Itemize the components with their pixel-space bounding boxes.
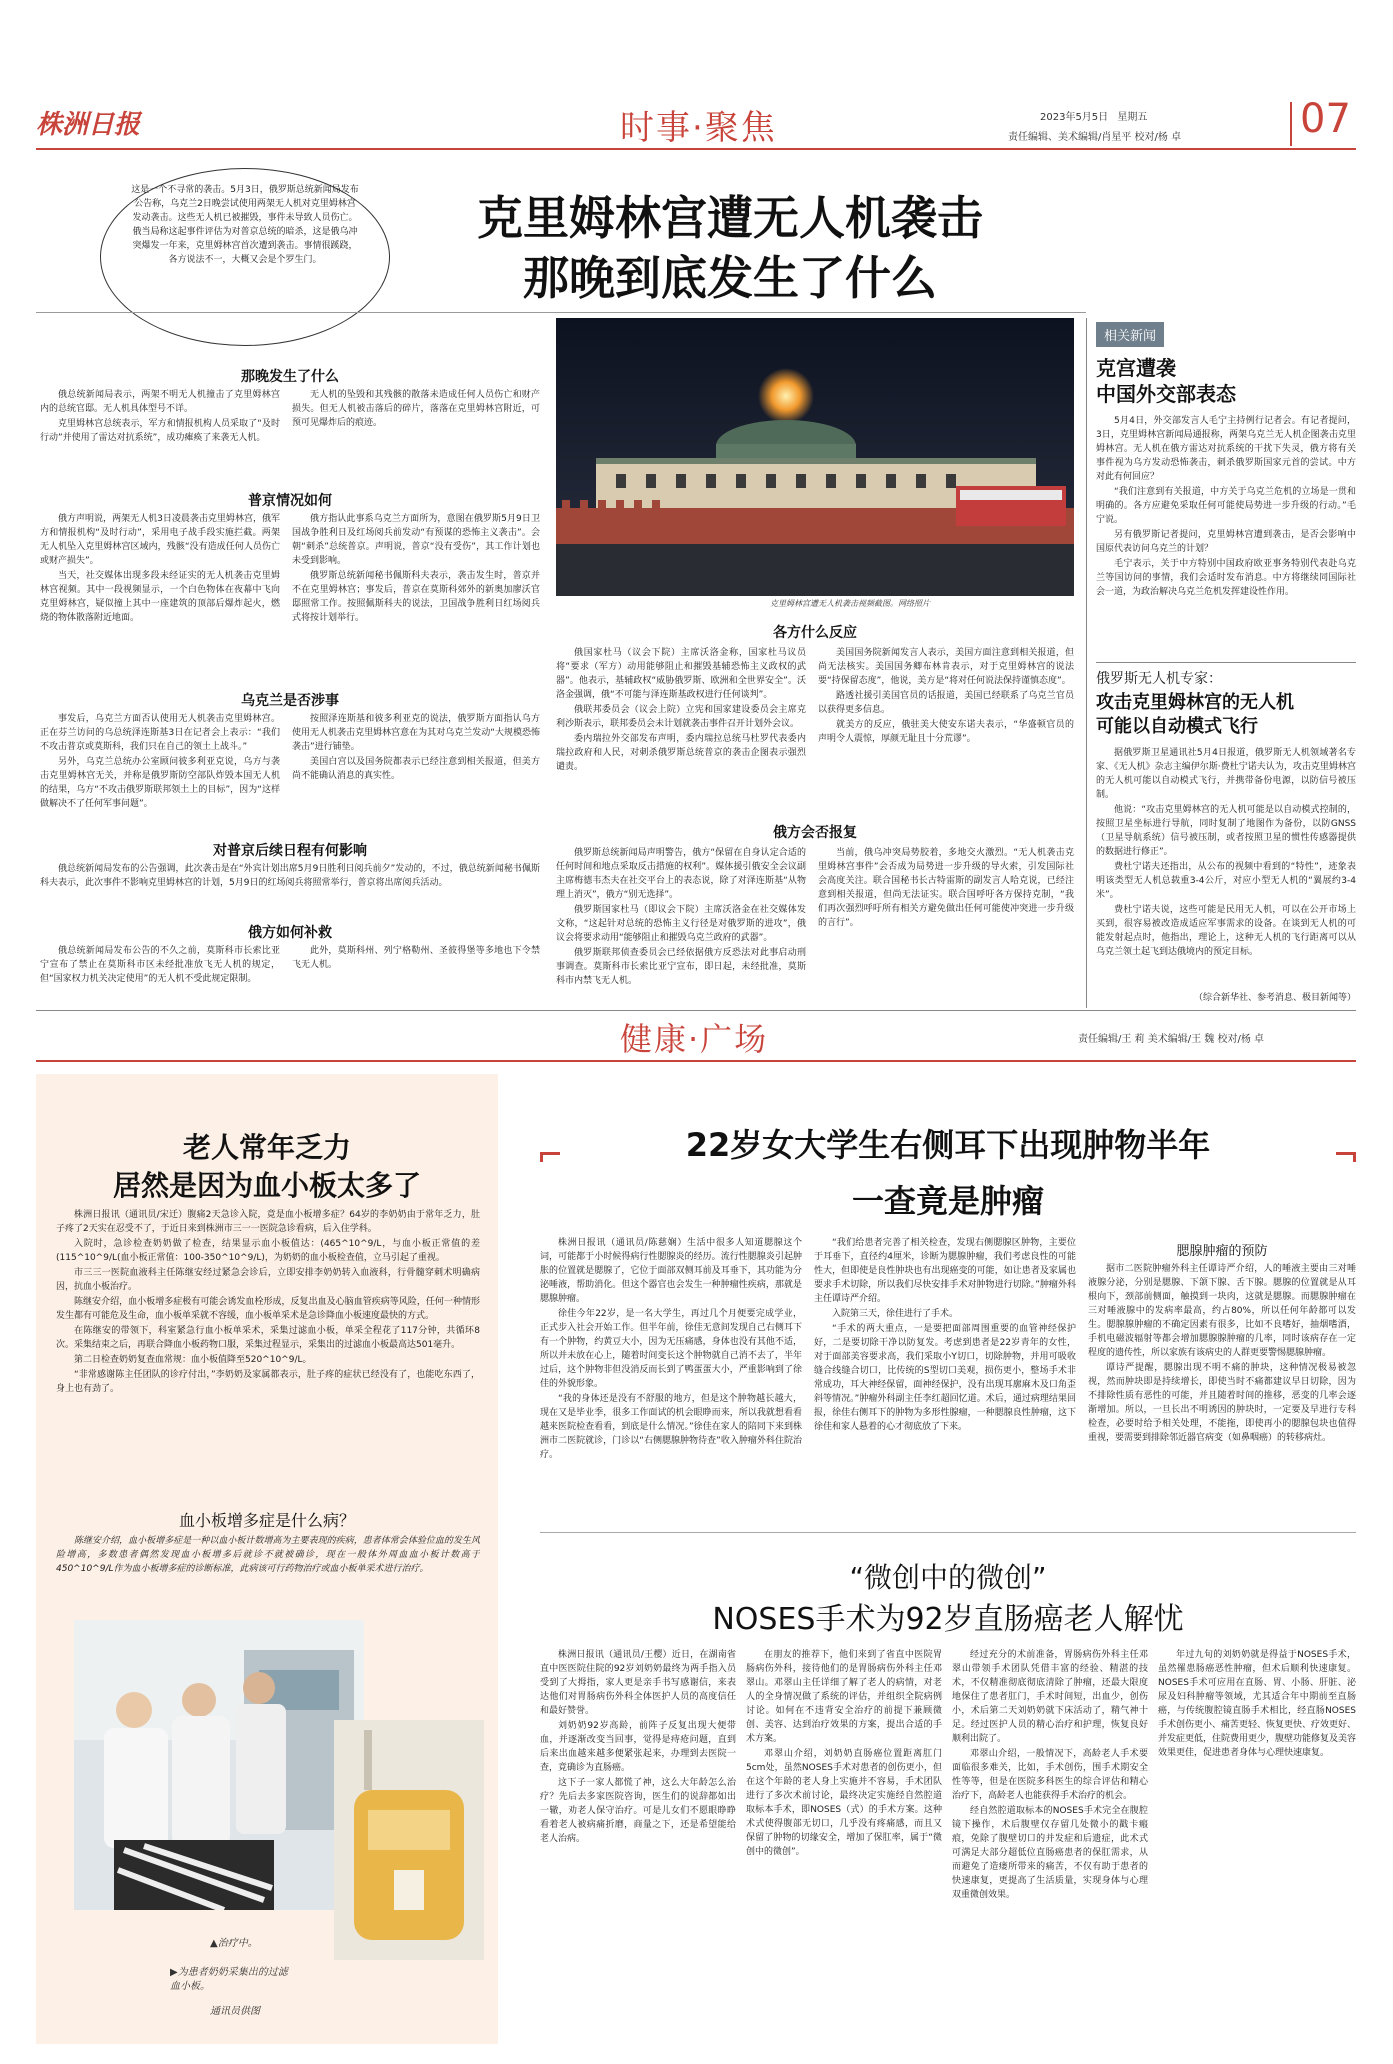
noses-col-2: 在朋友的推荐下，他们来到了省直中医院胃肠病伤外科，接待他们的是胃肠病伤外科主任邓翠山。邓翠山主任详细了解了老人的病情，对老人的全身情况做了系统的评估，并组织全院病例讨论。如何在不违背安全治疗的前提下兼顾微创、美容、达到治疗效果的方案，提出合适的手术方案。 邓翠山介绍，刘奶奶直肠癌位置距离肛门5cm处，虽然NOSES手术对患者的创伤更小，但在这个年龄的老人身上实施并不容易，手术团队进行了多次术前讨论，最终决定实施经自然腔道取标本手术，即NOSES（式）的手术方案。这种术式使得腹部无切口，几乎没有疼痛感，而且又保留了肿物的切缘安全，增加了保肛率，属于“微创中的微创”。 [746, 1650, 942, 1857]
main-bottom-rule [540, 1532, 1356, 1533]
health-header-rule [36, 1060, 1356, 1062]
news-col1-b: 俄方声明说，两架无人机3日凌晨袭击克里姆林宫，俄军方和情报机构“及时行动”，采用电子战手段实施拦截。两架无人机坠入克里姆林宫区域内，残骸“没有造成任何人员伤亡或财产损失”。 当天，社交媒体出现多段未经证实的无人机袭击克里姆林宫视频。其中一段视频显示，一个白色物体在夜幕中飞向克里姆林宫，疑似撞上其中一座建筑的顶部后爆炸起火，燃烧的物体散落附近地面。 [40, 514, 280, 623]
news-headline-2: 那晚到底发生了什么 [523, 251, 937, 305]
side-source: （综合新华社、参考消息、极目新闻等） [1193, 993, 1356, 1003]
sub-reactions: 各方什么反应 [773, 625, 857, 641]
page-editors: 责任编辑、美术编辑/肖星平 校对/杨 卓 [1008, 132, 1182, 143]
page-divider [1290, 102, 1292, 146]
sub-ukraine-involved: 乌克兰是否涉事 [241, 693, 339, 709]
sub-remedy: 俄方如何补救 [248, 925, 332, 941]
left-title-1: 老人常年乏力 [182, 1131, 351, 1164]
news-col1-c: 事发后，乌克兰方面否认使用无人机袭击克里姆林宫。正在芬兰访问的乌总统泽连斯基3日在记者会上表示：“我们不攻击普京或莫斯科，我们只在自己的领土上战斗。” 另外，乌克兰总统办公室顾问彼多利亚克说，乌方与袭击克里姆林宫无关，并称是俄罗斯防空部队炸毁本国无人机的结果，乌方“不攻击俄罗斯联邦领土上的目标”，因为“这样做解决不了任何军事问题”。 [40, 714, 280, 809]
sidebar-divider [1086, 318, 1087, 1008]
treatment-photo [74, 1620, 364, 1910]
noses-col-4: 年过九旬的刘奶奶就是得益于NOSES手术，虽然罹患肠癌恶性肿瘤，但术后顺利快速康复。NOSES手术可应用在直肠、胃、小肠、肝脏、泌尿及妇科肿瘤等领域，尤其适合年中期前至直肠癌，与传统腹腔镜直肠手术相比，经直肠NOSES手术创伤更小、痛苦更轻、恢复更快、疗效更好、并发症更低，住院费用更少，腹壁功能修复及美容效果更佳，促进患者身体与心理快速康复。 [1158, 1650, 1356, 1758]
photo-caption: 克里姆林宫遭无人机袭击视频截图。网络照片 [770, 599, 930, 608]
treatment-illustration [74, 1620, 364, 1910]
side-rule [1096, 662, 1356, 663]
news-col1-d: 俄总统新闻局发布的公告强调，此次袭击是在“外宾计划出席5月9日胜利日阅兵前夕”发动的，不过，俄总统新闻秘书佩斯科夫表示，此次事件不影响克里姆林宫的计划，5月9日的红场阅兵将照常举行，普京将出席阅兵活动。 [40, 864, 540, 888]
main-subhead: 腮腺肿瘤的预防 [1176, 1244, 1268, 1259]
left-box: 陈继安介绍，血小板增多症是一种以血小板计数增高为主要表现的疾病，患者体常会体验位血的发生风险增高，多数患者偶然发现血小板增多后就诊不就被确诊，现在一般体外周血血小板计数高于450^10^9/L作为血小板增多症的诊断标准，此病该可行药物治疗或血小板单采术进行治疗。 [56, 1536, 480, 1574]
platelet-bag-illustration [334, 1720, 484, 1960]
main-col-1: 株洲日报讯（通讯员/陈慈娴）生活中很多人知道腮腺这个词，可能都于小时候得病行性腮腺炎的经历。流行性腮腺炎引起肿胀的位置就是腮腺了，它位于面部双侧耳前及耳垂下，其功能为分泌唾液，帮助消化。但这个器官也会发生一种肿瘤性疾病，那就是腮腺肿瘤。 徐佳今年22岁，是一名大学生，再过几个月便要完成学业，正式步入社会开始工作。但半年前，徐佳无意间发现自己右侧耳下有一个肿物，约黄豆大小，因为无压痛感，身体也没有其他不适，所以并未放在心上，随着时间变长这个肿物就自己消不去了，半年过后，这个肿物非但没消反而长到了鸭蛋蛋大小，严重影响到了徐佳的外貌形象。 “我的身体还是没有不舒服的地方，但是这个肿物越长越大，现在又是毕业季，很多工作面试的机会眼睁而来，所以我就想看看越来医院检查看看，到底是什么情况。”徐佳在家人的陪同下来到株洲市二医院就诊，门诊以“右侧腮腺肿物待查”收入肿瘤外科住院治疗。 [540, 1238, 802, 1460]
platelet-bag-photo [334, 1720, 484, 1960]
lead-text: 这是一个不寻常的袭击。5月3日，俄罗斯总统新闻局发布公告称，乌克兰2日晚尝试使用两架无人机对克里姆林宫发动袭击。这些无人机已被摧毁，事件未导致人员伤亡。俄当局称这起事件评估为对普京总统的暗杀，这是俄乌冲突爆发一年来，克里姆林宫首次遭到袭击。事情很蹊跷，各方说法不一，大概又会是个罗生门。 [131, 185, 359, 265]
news-col2-c: 按照泽连斯基和彼多利亚克的说法，俄罗斯方面指认乌方使用无人机袭击克里姆林宫意在为其对乌克兰发动“大规模恐怖袭击”进行铺垫。 美国白宫以及国务院都表示已经注意到相关报道，但美方尚不能确认消息的真实性。 [292, 714, 540, 781]
photo-caption-1: ▲治疗中。 [210, 1938, 258, 1949]
paper-logo: 株洲日报 [36, 110, 141, 140]
kremlin-illustration [556, 318, 1074, 596]
news-col4-b: 当前，俄乌冲突局势胶着，多地交火激烈。“无人机袭击克里姆林宫事件”会否成为局势进一步升级的导火索，引发国际社会高度关注。联合国秘书长古特雷斯的副发言人哈克说，已经注意到相关报道，但尚无法证实。联合国呼吁各方保持克制，“我们再次强烈呼吁所有相关方避免做出任何可能使冲突进一步升级的言行”。 [818, 848, 1074, 928]
side-headline-2b: 可能以自动模式飞行 [1096, 716, 1258, 737]
date: 2023年5月5日 [1040, 112, 1109, 123]
masthead [0, 0, 1393, 148]
noses-col-1: 株洲日报讯（通讯员/王樱）近日，在湖南省直中医医院住院的92岁刘奶奶最终为两手指入员受到了大拇指，家人更是亲手书写感谢信，来表达他们对胃肠病伤外科全体医护人员的高度信任和最好赞誉。 刘奶奶92岁高龄，前阵子反复出现大便带血，并逐渐改变当回事，觉得是痔疮问题，直到后来出血越来越多便紧张起来，办理到去医院一查，竟确诊为直肠癌。 这下子一家人都慌了神，这么大年龄怎么治疗？先后去多家医院咨询，医生们的说辞都如出一辙，劝老人保守治疗。可是儿女们不愿眼睁睁看着老人被病痛折磨，商量之下，还是希望能给老人治病。 [540, 1650, 736, 1844]
news-col1-e: 俄总统新闻局发布公告的不久之前，莫斯科市长索比亚宁宣布了禁止在莫斯科市区未经批准放飞无人机的规定，但“国家权力机关决定使用”的无人机不受此规定限制。 [40, 946, 280, 984]
section-divider-rule [36, 1010, 1356, 1011]
main-col-3: 据市二医院肿瘤外科主任谭诗严介绍，人的唾液主要由三对唾液腺分泌，分别是腮腺、下颌下腺、舌下腺。腮腺的位置就是从耳根向下，颈部前侧面，触摸到一块肉，这就是腮腺。而腮腺肿瘤在三对唾液腺中的发病率最高，约占80%，所以任何年龄都可以发生。腮腺腺肿瘤的不确定因素有很多，比如不良嗜好，抽烟嗜酒，手机电磁波辐射等都会增加腮腺腺肿瘤的几率，同时该病存在一定程度的遗传性，所以家族有该病史的人群更要警惕腮腺肿瘤。 谭诗严提醒，腮腺出现不明不痛的肿块，这种情况极易被忽视，然而肿块即是持续增长，即使当时不痛都建议早日切除，因为不排除性质有恶性的可能，并且随着时间的推移，恶变的几率会逐渐增加。所以，一旦长出不明诱因的肿块时，一定要及早进行专科检查，必要时给予相关处理，不能拖，即使再小的腮腺包块也值得重视，要需要到排除邻近器官病变（如鼻咽癌）的转移病灶。 [1088, 1264, 1356, 1443]
page-number: 07 [1300, 96, 1351, 142]
news-col3-a: 俄国家杜马（议会下院）主席沃洛金称，国家杜马议员将“要求（军方）动用能够阻止和摧毁基辅恐怖主义政权的武器”。他表示，基辅政权“威胁俄罗斯、欧洲和全世界安全”。沃洛金强调，俄“不可能与泽连斯基政权进行任何谈判”。 俄联邦委员会（议会上院）立宪和国家建设委员会主席克利沙斯表示，联邦委员会未计划就袭击事件召开计划外会议。 委内瑞拉外交部发布声明，委内瑞拉总统马杜罗代表委内瑞拉政府和人民，对刺杀俄罗斯总统普京的袭击企图表示强烈谴责。 [556, 648, 806, 772]
sub-retaliation: 俄方会否报复 [773, 825, 857, 841]
left-title-2: 居然是因为血小板太多了 [112, 1169, 421, 1202]
related-news-tag: 相关新闻 [1096, 322, 1164, 347]
side-headline-1b: 中国外交部表态 [1096, 382, 1236, 406]
news-col2-e: 此外，莫斯科州、列宁格勒州、圣彼得堡等多地也下令禁飞无人机。 [292, 946, 540, 970]
left-subhead: 血小板增多症是什么病？ [178, 1511, 355, 1530]
news-col4-a: 美国国务院新闻发言人表示，美国方面注意到相关报道，但尚无法核实。美国国务卿布林肯表示，对于克里姆林宫的说法要“持保留态度”，他说，美方是“将对任何说法保持谨慎态度”。 路透社援引美国官员的话报道，美国已经联系了乌克兰官员以获得更多信息。 就美方的反应，俄驻美大使安东诺夫表示，“华盛顿官员的声明令人震惊，厚颜无耻且十分荒谬”。 [818, 648, 1074, 744]
main-title-1: 22岁女大学生右侧耳下出现肿物半年 [560, 1120, 1336, 1166]
left-body: 株洲日报讯（通讯员/宋迁）腹痛2天急诊入院，竟是血小板增多症？64岁的李奶奶由于常年乏力，肚子疼了2天实在忍受不了，于近日来到株洲市三一一医院急诊看病，后入住学科。 入院时，急诊检查奶奶做了检查，结果显示血小板值达：(465^10^9/L，与血小板正常值的差 (115^10^9/L(血小板正常值：100-350^10^9/L)，为奶奶的血小板检查值，立马引起了重视。 市三三一医院血液科主任陈继安经过紧急会诊后，立即安排李奶奶转入血液科，行骨髓穿刺术明确病因，抗血小板治疗。 陈继安介绍，血小板增多症极有可能会诱发血栓形成，反复出血及心脑血管疾病等风险，任何一种情形发生都有可能危及生命，血小板单采就不容缓，血小板单采术是急诊降血小板速度最快的方式。 在陈继安的带领下，科室紧急行血小板单采术，采集过滤血小板，单采全程花了117分钟，共循环8次。采集结束之后，再联合降血小板药物口服，采集过程显示，采集出的过滤血小板最高达501毫升。 第二日检查奶奶复查血常规：血小板值降至520^10^9/L。 “非常感谢陈主任团队的诊疗付出，”李奶奶及家属都表示，肚子疼的症状已经没有了，也能吃东西了，身上也有劲了。 [56, 1210, 480, 1394]
sub-what-happened: 那晚发生了什么 [241, 369, 339, 385]
side-headline-2-kicker: 俄罗斯无人机专家： [1096, 671, 1222, 687]
side-col-1: 5月4日，外交部发言人毛宁主持例行记者会。有记者提问，3日，克里姆林宫新闻局通报称，两架乌克兰无人机企图袭击克里姆林宫。无人机在俄方雷达对抗系统的干扰下失灵，俄方将有关事件视为乌方发动恐怖袭击，刺杀俄罗斯国家元首的尝试。中方对此有何回应？ “我们注意到有关报道，中方关于乌克兰危机的立场是一贯和明确的。各方应避免采取任何可能使局势进一步升级的行动。”毛宁说。 另有俄罗斯记者提问，克里姆林宫遭到袭击，是否会影响中国原代表访问乌克兰的计划？ 毛宁表示，关于中方特别中国政府欧亚事务特别代表赴乌克兰等国访问的事情，我们会适时发布消息。中方将继续同国际社会一道，为政治解决乌克兰危机发挥建设性作用。 [1096, 416, 1356, 597]
side-headline-2a: 攻击克里姆林宫的无人机 [1096, 692, 1294, 713]
news-col3-b: 俄罗斯总统新闻局声明警告，俄方“保留在自身认定合适的任何时间和地点采取反击措施的权利”。媒体援引俄安全会议副主席梅德韦杰夫在社交平台上的表态说，除了对泽连斯基“从物理上消灭”，俄方“别无选择”。 俄罗斯国家杜马（即议会下院）主席沃洛金在社交媒体发文称，“这起针对总统的恐怖主义行径是对俄罗斯的进攻”，俄议会将要求动用“能够阻止和摧毁乌克兰政府的武器”。 俄罗斯联邦侦查委员会已经依据俄方反恐法对此事启动刑事调查。莫斯科市长索比亚宁宣布，即日起，未经批准，莫斯科市内禁飞无人机。 [556, 848, 806, 986]
main-col-2: “我们给患者完善了相关检查，发现右侧腮腺区肿物，主要位于耳垂下，直径约4厘米，诊断为腮腺肿瘤，我们考虑良性的可能性大，但即使是良性肿块也有出现癌变的可能，如让患者及家属也要求手术切除，所以我们尽快安排手术对肿物进行切除。”肿瘤外科主任谭诗严介绍。 入院第三天，徐佳进行了手术。 “手术的两大重点，一是要把面部周围重要的血管神经保护好，二是要切除干净以防复发。考虑到患者是22岁青年的女性，对于面部美容要求高，我们采取小Y切口，切除肿物，并用可吸收缝合线缝合切口，比传统的S型切口美观，损伤更小，整场手术非常成功，耳大神经保留，面神经保护，没有出现耳廓麻木及口角歪斜等情况。”肿瘤外科副主任李红超回忆道。术后，通过病理结果回报，徐佳右侧耳下的肿物为多形性腺瘤，一种腮腺良性肿瘤，这下徐佳和家人悬着的心才彻底放了下来。 [814, 1238, 1076, 1432]
side-col-2: 据俄罗斯卫星通讯社5月4日报道，俄罗斯无人机领域著名专家、《无人机》杂志主编伊尔斯·费杜宁诺夫认为，攻击克里姆林宫的无人机可能以自动模式飞行，并携带备份电源，以防信号被压制。 他说：“攻击克里姆林宫的无人机可能是以自动模式控制的，按照卫星坐标进行导航，同时复制了地图作为备份，以防GNSS（卫星导航系统）信号被压制，或者按照卫星的惯性传感器提供的数据进行修正”。 费杜宁诺夫还指出，从公布的视频中看到的“特性”，迹象表明该类型无人机总载重3-4公斤，对应小型无人机的“翼展约3-4米”。 费杜宁诺夫说，这些可能是民用无人机，可以在公开市场上买到，很容易被改造成适应军事需求的设备。在谈到无人机的可能发射起点时，他指出，理论上，这种无人机的飞行距离可以从乌克兰领土起飞到达俄境内的预定目标。 [1096, 748, 1356, 957]
weekday: 星期五 [1117, 112, 1148, 123]
kremlin-photo [556, 318, 1074, 596]
photo-credit: 通讯员供图 [210, 2006, 260, 2017]
news-col1-a: 俄总统新闻局表示，两架不明无人机撞击了克里姆林宫内的总统官邸。无人机具体型号不详。 克里姆林宫总统表示，军方和情报机构人员采取了“及时行动”并使用了雷达对抗系统”，成功瘫痪了来袭无人机。 [40, 390, 280, 443]
main-title-2: 一查竟是肿瘤 [851, 1182, 1044, 1220]
issue-date [1040, 108, 1147, 123]
news-headline-1: 克里姆林宫遭无人机袭击 [477, 191, 983, 245]
noses-col-3: 经过充分的术前准备，胃肠病伤外科主任邓翠山带领手术团队凭借丰富的经验、精湛的技术，不仅精准彻底彻底清除了肿瘤，还最大限度地保住了患者肛门，手术时间短，出血少，创伤小，术后第二天刘奶奶就下床活动了，精气神十足。经过医护人员的精心治疗和护理，恢复良好顺利出院了。 邓翠山介绍，一般情况下，高龄老人手术要面临很多难关，比如，手术创伤，围手术期安全性等等，但是在医院多科医生的综合评估和精心治疗下，高龄老人也能获得手术治疗的机会。 经自然腔道取标本的NOSES手术完全在腹腔镜下操作，术后腹壁仅存留几处微小的戳卡瘢痕，免除了腹壁切口的并发症和后遗症，此术式可满足大部分超低位直肠癌患者的保肛需求，从而避免了造瘘所带来的痛苦，不仅有助于患者的快速康复，更提高了生活质量，实现身体与心理双重微创效果。 [952, 1650, 1148, 1900]
masthead-rule [36, 148, 1356, 150]
sub-schedule-impact: 对普京后续日程有何影响 [213, 843, 367, 859]
lead-bubble [100, 168, 390, 346]
health-editors: 责任编辑/王 莉 美术编辑/王 魏 校对/杨 卓 [1078, 1034, 1265, 1045]
noses-title-1: “微创中的微创” [849, 1561, 1047, 1594]
news-col2-a: 无人机的坠毁和其残骸的散落未造成任何人员伤亡和财产损失。但无人机被击落后的碎片，落落在克里姆林宫附近，可预可见爆炸后的痕迹。 [292, 390, 540, 428]
side-headline-1a: 克宫遭袭 [1096, 356, 1176, 380]
lead-rule [36, 312, 1086, 313]
sub-putin-status: 普京情况如何 [248, 493, 332, 509]
section-title: 时事·聚焦 [620, 108, 777, 148]
noses-title-2: NOSES手术为92岁直肠癌老人解忧 [712, 1602, 1184, 1637]
photo-caption-2: ▶为患者奶奶采集出的过滤血小板。 [170, 1967, 288, 1992]
news-col2-b: 俄方指认此事系乌克兰方面所为，意图在俄罗斯5月9日卫国战争胜利日及红场阅兵前发动“有预谋的恐怖主义袭击”。会朝“刺杀”总统普京。声明说，普京“没有受伤”，其工作计划也未受到影响。 俄罗斯总统新闻秘书佩斯科夫表示，袭击发生时，普京并不在克里姆林宫；事发后，普京在莫斯科郊外的新奥加廖沃官邸照常工作。按照佩斯科夫的说法，卫国战争胜利日红场阅兵式将按计划举行。 [292, 514, 540, 623]
health-section-title: 健康·广场 [620, 1020, 769, 1058]
